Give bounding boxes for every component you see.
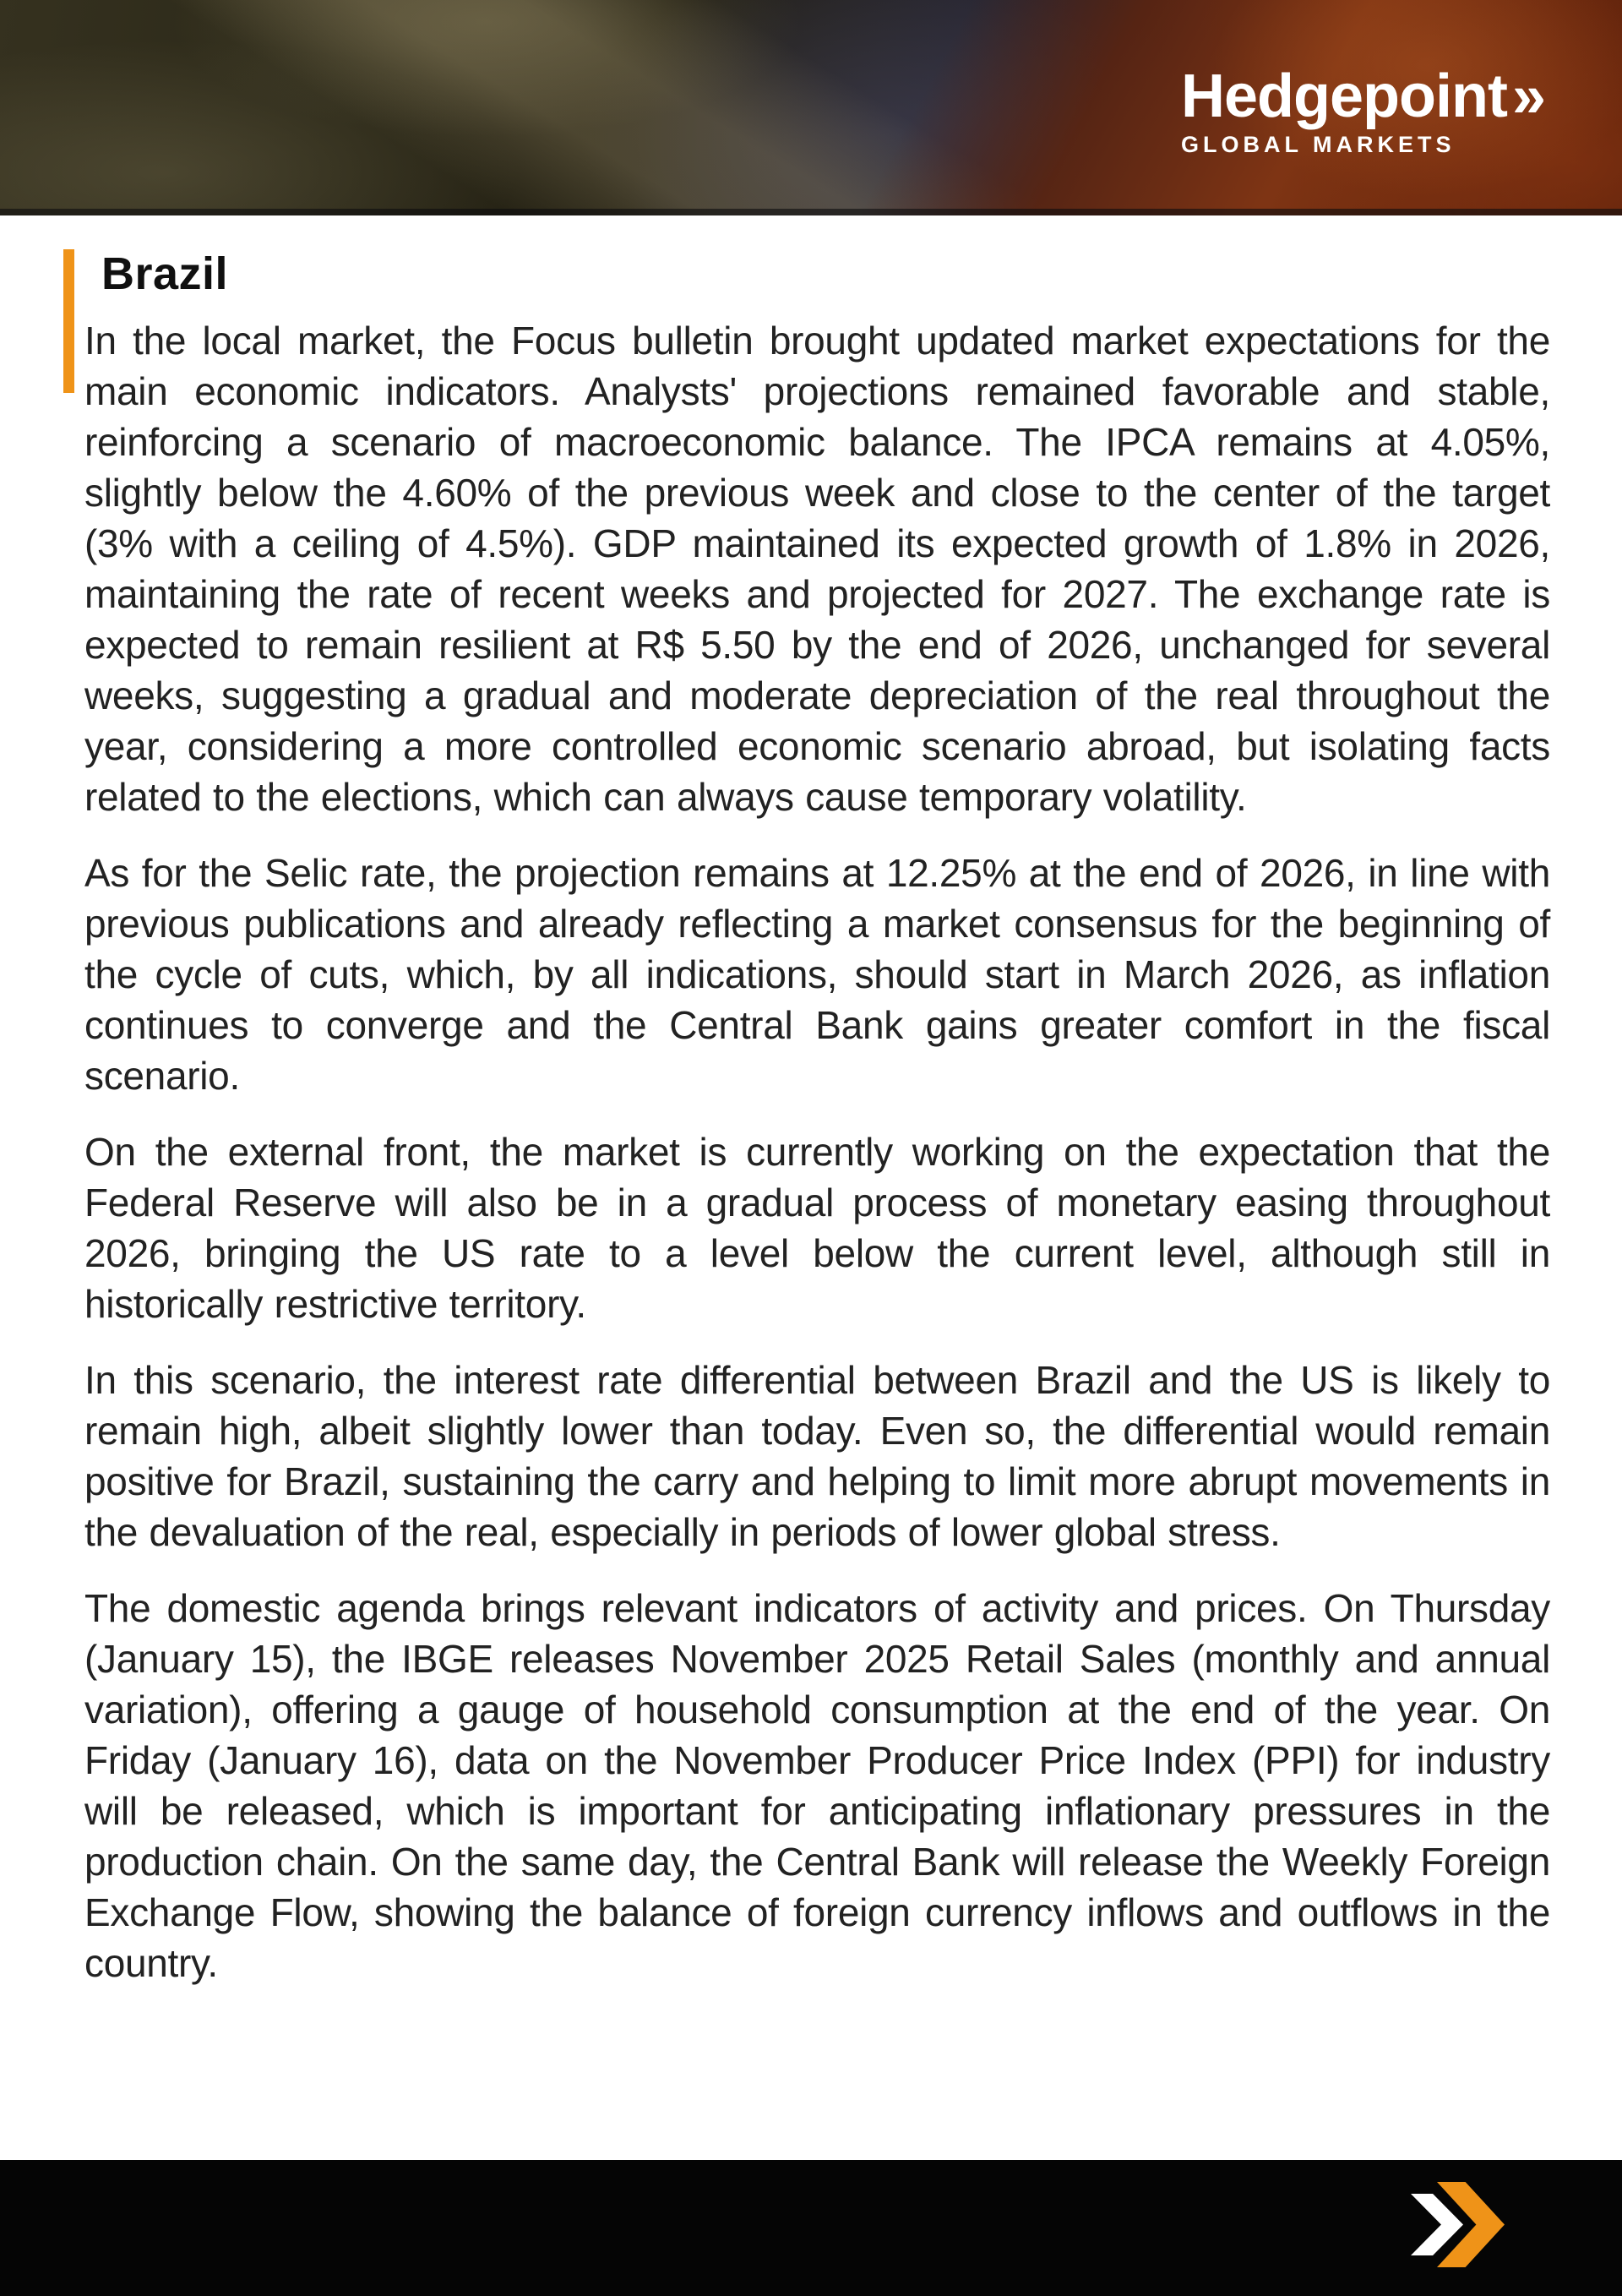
article-paragraph-3: On the external front, the market is currently working on the expectation that the Federal Reserve will also be in a gradual process of monetary easing throughout 2026, bringing the US rate to a level below the current level, although still in historically restrictive territory. (84, 1130, 1550, 1326)
title-accent-bar (63, 249, 74, 393)
brand-wordmark: Hedgepoint (1180, 63, 1507, 130)
page-title: Brazil (101, 248, 229, 299)
brand-tagline: GLOBAL MARKETS (1180, 132, 1456, 157)
brand-chevrons-icon: » (1511, 63, 1546, 130)
footer-bar (0, 2160, 1622, 2296)
hero-image (0, 0, 1622, 215)
brand-logo (1180, 63, 1546, 157)
article (84, 215, 1550, 2014)
article-paragraph-4: In this scenario, the interest rate differential between Brazil and the US is likely to remain high, albeit slightly lower than today. Even so, the differential would remain positive for Brazil, sustaining the carry and helping to limit more abrupt movements in the devaluation of the real, especially in periods of lower global stress. (84, 1358, 1550, 1554)
article-paragraph-5: The domestic agenda brings relevant indicators of activity and prices. On Thursday (January 15), the IBGE releases November 2025 Retail Sales (monthly and annual variation), offering a gauge of household consumption at the end of the year. On Friday (January 16), data on the November Producer Price Index (PPI) for industry will be released, which is important for anticipating inflationary pressures in the production chain. On the same day, the Central Bank will release the Weekly Foreign Exchange Flow, showing the balance of foreign currency inflows and outflows in the country. (84, 1586, 1550, 1985)
footer-chevron-white-icon (1411, 2194, 1463, 2255)
article-paragraph-2: As for the Selic rate, the projection remains at 12.25% at the end of 2026, in line with previous publications and already reflecting a market consensus for the beginning of the cycle of cuts, which, by all indications, should start in March 2026, as inflation continues to converge and the Central Bank gains greater comfort in the fiscal scenario. (84, 851, 1550, 1098)
footer-chevrons-icon (1411, 2182, 1505, 2267)
article-paragraph-1: In the local market, the Focus bulletin brought updated market expectations for the main economic indicators. Analysts' projections remained favorable and stable, reinforcing a scenario of macroeconomic balance. The IPCA remains at 4.05%, slightly below the 4.60% of the previous week and close to the center of the target (3% with a ceiling of 4.5%). GDP maintained its expected growth of 1.8% in 2026, maintaining the rate of recent weeks and projected for 2027. The exchange rate is expected to remain resilient at R$ 5.50 by the end of 2026, unchanged for several weeks, suggesting a gradual and moderate depreciation of the real throughout the year, considering a more controlled economic scenario abroad, but isolating facts related to the elections, which can always cause temporary volatility. (84, 319, 1550, 819)
